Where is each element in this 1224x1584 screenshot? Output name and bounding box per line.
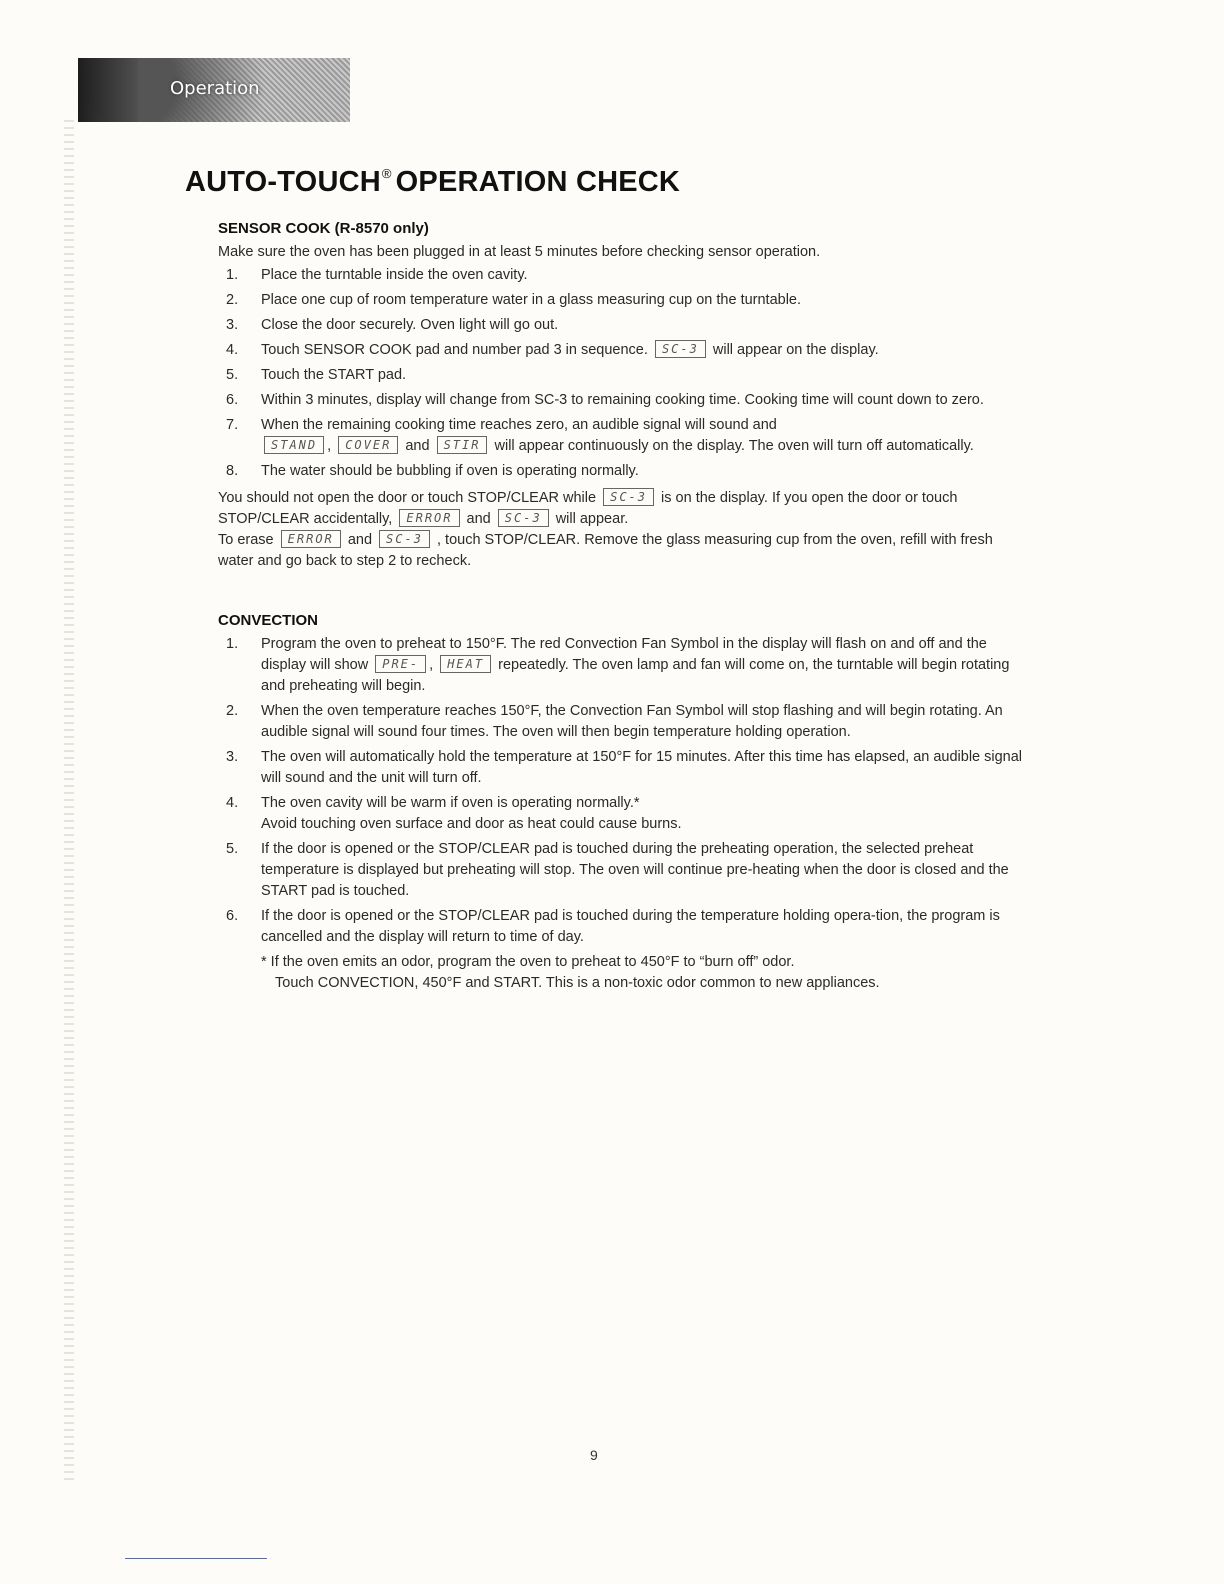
page-number: 9	[590, 1447, 598, 1463]
warning-text: is on the display. If you open the door or touch STOP/CLEAR accidentally,	[218, 490, 958, 527]
warning-text: and	[466, 511, 491, 527]
list-item	[218, 793, 1024, 835]
list-item	[218, 340, 1024, 361]
step-text: Close the door securely. Oven light will go out.	[261, 317, 559, 333]
separator-text: ,	[429, 657, 434, 673]
lcd-display-readout: ERROR	[399, 509, 459, 527]
step-text: Within 3 minutes, display will change from SC-3 to remaining cooking time. Cooking time will count down to zero.	[261, 392, 984, 408]
warning-paragraph	[218, 488, 1024, 572]
lcd-display-readout: STAND	[264, 436, 324, 454]
step-number: 5.	[226, 367, 239, 383]
footnote-line: Touch CONVECTION, 450°F and START. This is a non-toxic odor common to new appliances.	[275, 975, 880, 991]
convection-section	[218, 610, 1024, 994]
step-number: 7.	[226, 417, 239, 433]
separator-text: and	[405, 438, 430, 454]
step-text: If the door is opened or the STOP/CLEAR pad is touched during the temperature holding opera-tion, the program is cancelled and the display will return to time of day.	[261, 908, 1000, 945]
list-item	[218, 290, 1024, 311]
list-item	[218, 906, 1024, 948]
erase-text: To erase	[218, 532, 274, 548]
sensor-cook-section	[218, 218, 1024, 572]
lcd-display-readout: SC-3	[655, 340, 706, 358]
lcd-display-readout: STIR	[437, 436, 488, 454]
step-text: The oven cavity will be warm if oven is operating normally.*	[261, 795, 640, 811]
step-number: 4.	[226, 342, 239, 358]
title-rest: OPERATION CHECK	[395, 166, 681, 198]
list-item	[218, 701, 1024, 743]
lcd-display-readout: HEAT	[440, 655, 491, 673]
lcd-display-readout: ERROR	[281, 530, 341, 548]
step-text: When the oven temperature reaches 150°F, the Convection Fan Symbol will stop flashing and will begin rotating. An audible signal will sound four times. The oven will then begin temperature holding operation.	[261, 703, 1003, 740]
sensor-cook-steps	[218, 265, 1024, 482]
odor-footnote	[218, 952, 1024, 994]
warning-text: will appear.	[555, 511, 629, 527]
step-number: 6.	[226, 392, 239, 408]
step-number: 1.	[226, 636, 239, 652]
page-content	[218, 218, 1024, 994]
step-number: 6.	[226, 908, 239, 924]
lcd-display-readout: COVER	[338, 436, 398, 454]
step-number: 3.	[226, 317, 239, 333]
list-item	[218, 747, 1024, 789]
lcd-display-readout: SC-3	[603, 488, 654, 506]
footnote-line: * If the oven emits an odor, program the oven to preheat to 450°F to “burn off” odor.	[261, 954, 795, 970]
list-item	[218, 839, 1024, 902]
erase-text: and	[347, 532, 373, 548]
header-tab-shading	[78, 58, 138, 122]
step-number: 1.	[226, 267, 239, 283]
page-title	[185, 166, 680, 199]
step-number: 2.	[226, 703, 239, 719]
title-main: AUTO-TOUCH	[185, 166, 381, 198]
step-number: 3.	[226, 749, 239, 765]
sensor-cook-intro: Make sure the oven has been plugged in at least 5 minutes before checking sensor operation.	[218, 244, 821, 260]
list-item	[218, 365, 1024, 386]
section-header-tab	[78, 58, 350, 122]
step-text: When the remaining cooking time reaches zero, an audible signal will sound and	[261, 417, 777, 433]
convection-heading: CONVECTION	[218, 612, 319, 629]
scan-edge-artifact	[64, 120, 74, 1480]
warning-text: You should not open the door or touch STOP/CLEAR while	[218, 490, 597, 506]
step-number: 2.	[226, 292, 239, 308]
step-text: The water should be bubbling if oven is operating normally.	[261, 463, 639, 479]
convection-steps	[218, 634, 1024, 948]
step-text: Place one cup of room temperature water in a glass measuring cup on the turntable.	[261, 292, 802, 308]
erase-text: , touch STOP/CLEAR. Remove the glass measuring cup from the oven, refill with fresh water and go back to step 2 to recheck.	[218, 532, 993, 569]
separator-text: ,	[327, 438, 332, 454]
step-number: 8.	[226, 463, 239, 479]
step-number: 5.	[226, 841, 239, 857]
lcd-display-readout: SC-3	[379, 530, 430, 548]
section-tab-label: Operation	[170, 78, 260, 99]
step-text: If the door is opened or the STOP/CLEAR pad is touched during the preheating operation, the selected preheat temperature is displayed but preheating will stop. The oven will continue pre-heating when the door is closed and the START pad is touched.	[261, 841, 1009, 899]
list-item	[218, 315, 1024, 336]
sensor-cook-heading: SENSOR COOK (R-8570 only)	[218, 220, 429, 237]
step-text: will appear on the display.	[712, 342, 879, 358]
registered-mark: ®	[381, 166, 392, 181]
list-item	[218, 415, 1024, 457]
lcd-display-readout: SC-3	[498, 509, 549, 527]
step-text: Avoid touching oven surface and door as heat could cause burns.	[261, 816, 682, 832]
step-text: Place the turntable inside the oven cavity.	[261, 267, 528, 283]
lcd-display-readout: PRE-	[375, 655, 426, 673]
list-item	[218, 265, 1024, 286]
list-item	[218, 461, 1024, 482]
step-text: The oven will automatically hold the temperature at 150°F for 15 minutes. After this time has elapsed, an audible signal will sound and the unit will turn off.	[261, 749, 1023, 786]
list-item	[218, 634, 1024, 697]
step-text: Touch SENSOR COOK pad and number pad 3 in sequence.	[261, 342, 648, 358]
step-number: 4.	[226, 795, 239, 811]
bottom-rule	[125, 1558, 267, 1559]
list-item	[218, 390, 1024, 411]
step-text: repeatedly. The oven lamp and fan will come on, the turntable will begin rotating and preheating will begin.	[261, 657, 1010, 694]
step-text: will appear continuously on the display. The oven will turn off automatically.	[494, 438, 974, 454]
step-text: Program the oven to preheat to 150°F. The red Convection Fan Symbol in the display will flash on and off and the display will show	[261, 636, 987, 673]
step-text: Touch the START pad.	[261, 367, 407, 383]
